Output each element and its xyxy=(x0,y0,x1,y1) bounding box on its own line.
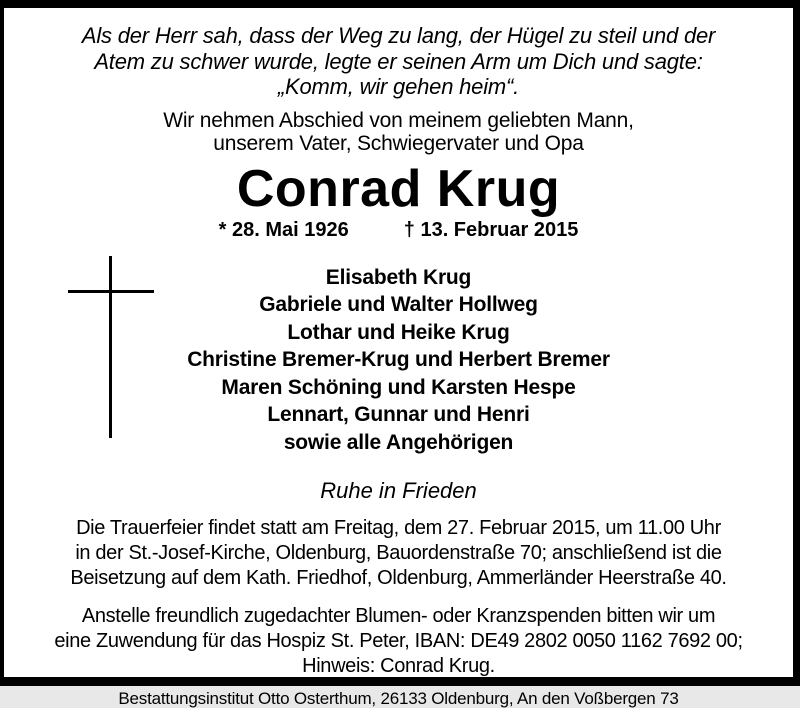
funeral-details-line-1: Die Trauerfeier findet statt am Freitag, dem 27. Februar 2015, um 11.00 Uhr xyxy=(76,517,721,539)
opening-quote xyxy=(4,23,793,100)
funeral-details xyxy=(4,516,793,591)
mourner-line: Christine Bremer-Krug und Herbert Bremer xyxy=(187,348,610,371)
donation-request-line-3: Hinweis: Conrad Krug. xyxy=(302,655,495,677)
farewell-intro xyxy=(4,109,793,155)
quote-line-2: Atem zu schwer wurde, legte er seinen Arm um Dich und sagte: xyxy=(94,48,703,74)
funeral-home-line: Bestattungsinstitut Otto Osterthum, 26133 Oldenburg, An den Voßbergen 73 xyxy=(118,689,679,708)
mourner-line: Elisabeth Krug xyxy=(325,265,472,289)
life-dates xyxy=(4,219,793,241)
farewell-phrase: Ruhe in Frieden xyxy=(320,478,477,503)
deceased-name: Conrad Krug xyxy=(236,159,561,218)
mourner-line: Lothar und Heike Krug xyxy=(287,320,510,344)
intro-line-2: unserem Vater, Schwiegervater und Opa xyxy=(213,131,584,155)
mourner-line: sowie alle Angehörigen xyxy=(283,430,514,454)
mourner-line: Gabriele und Walter Hollweg xyxy=(259,293,538,316)
quote-line-1: Als der Herr sah, dass der Weg zu lang, der Hügel zu steil und der xyxy=(81,23,716,48)
funeral-details-line-3: Beisetzung auf dem Kath. Friedhof, Oldenburg, Ammerländer Heerstraße 40. xyxy=(70,567,727,589)
donation-request-line-2: eine Zuwendung für das Hospiz St. Peter, IBAN: DE49 2802 0050 1162 7692 00; xyxy=(54,630,743,652)
mourners-list xyxy=(4,264,793,457)
mourner-line: Maren Schöning und Karsten Hespe xyxy=(221,375,576,399)
death-date: † 13. Februar 2015 xyxy=(403,218,579,241)
donation-request-line-1: Anstelle freundlich zugedachter Blumen- oder Kranzspenden bitten wir um xyxy=(81,605,716,627)
birth-date: * 28. Mai 1926 xyxy=(218,218,349,241)
funeral-details-line-2: in der St.-Josef-Kirche, Oldenburg, Bauordenstraße 70; anschließend ist die xyxy=(75,542,722,564)
intro-line-1: Wir nehmen Abschied von meinem geliebten Mann, xyxy=(163,108,634,132)
donation-request xyxy=(4,604,793,679)
mourner-line: Lennart, Gunnar und Henri xyxy=(267,403,530,426)
quote-line-3: „Komm, wir gehen heim“. xyxy=(277,74,520,99)
